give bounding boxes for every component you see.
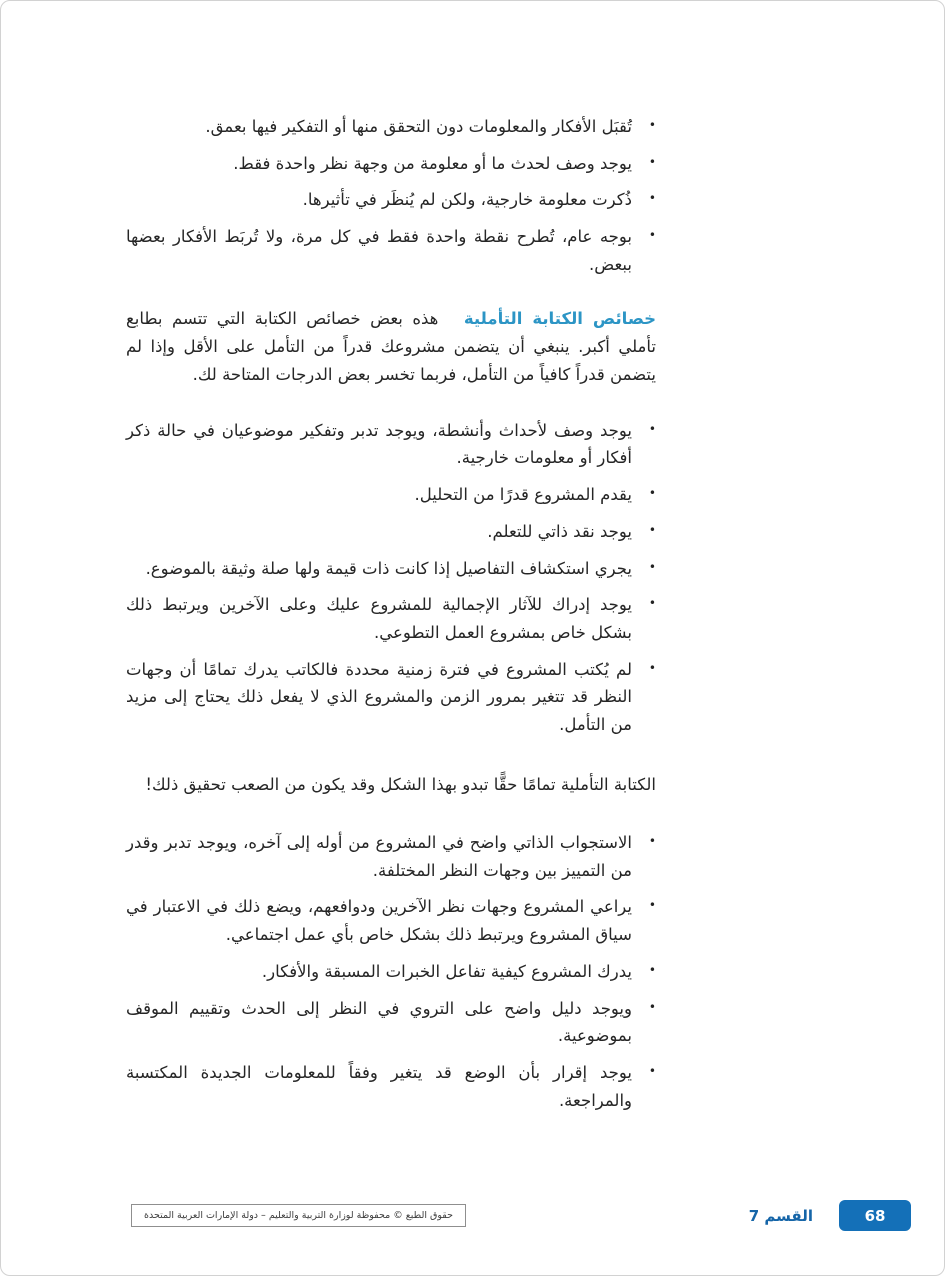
bullet-dot-icon: • (648, 898, 656, 913)
transition-paragraph: الكتابة التأملية تمامًا حقًّا تبدو بهذا الشكل وقد يكون من الصعب تحقيق ذلك! (145, 774, 656, 794)
bullet-text: يراعي المشروع وجهات نظر الآخرين ودوافعهم، ويضع ذلك في الاعتبار في سياق المشروع ويرتبط ذلك بشكل خاص بأي عمل اجتماعي. (126, 897, 632, 945)
footer-right-group (749, 1200, 911, 1231)
list-item (126, 958, 656, 986)
bullet-dot-icon: • (648, 660, 656, 675)
bullet-text: يجري استكشاف التفاصيل إذا كانت ذات قيمة ولها صلة وثيقة بالموضوع. (145, 558, 632, 578)
bullet-text: يدرك المشروع كيفية تفاعل الخبرات المسبقة والأفكار. (261, 961, 632, 981)
bullet-dot-icon: • (648, 154, 656, 169)
list-item (126, 223, 656, 278)
bullet-dot-icon: • (648, 962, 656, 977)
page-footer (131, 1200, 911, 1231)
bullet-list-fully-reflective-traits (126, 829, 656, 1114)
bullet-dot-icon: • (648, 833, 656, 848)
list-item (126, 829, 656, 884)
list-item (126, 518, 656, 546)
list-item (126, 481, 656, 509)
bullet-dot-icon: • (648, 421, 656, 436)
list-item (126, 150, 656, 178)
bullet-list-unreflective-traits (126, 113, 656, 279)
bullet-dot-icon: • (648, 522, 656, 537)
bullet-dot-icon: • (648, 999, 656, 1014)
bullet-dot-icon: • (648, 118, 656, 132)
bullet-text: يوجد إقرار بأن الوضع قد يتغير وفقاً للمعلومات الجديدة المكتسبة والمراجعة. (126, 1063, 632, 1110)
bullet-dot-icon: • (648, 191, 656, 206)
list-item (126, 1059, 656, 1114)
list-item (126, 555, 656, 583)
list-item (126, 893, 656, 948)
bullet-text: لم يُكتب المشروع في فترة زمنية محددة فالكاتب يدرك تمامًا أن وجهات النظر قد تتغير بمرور الزمن والمشروع الذي لا يفعل ذلك يحتاج إلى مزيد من التأمل. (126, 659, 632, 735)
copyright-box (131, 1204, 466, 1227)
section-label: القسم 7 (748, 1206, 813, 1225)
bullet-text: يوجد وصف لحدث ما أو معلومة من وجهة نظر واحدة فقط. (233, 153, 632, 173)
page-content (126, 113, 656, 1140)
bullet-text: الاستجواب الذاتي واضح في المشروع من أوله إلى آخره، ويوجد تدبر وقدر من التمييز بين وجهات النظر المختلفة. (126, 832, 632, 880)
list-item (126, 113, 656, 141)
bullet-text: تُقبَل الأفكار والمعلومات دون التحقق منها أو التفكير فيها بعمق. (205, 117, 632, 136)
bullet-dot-icon: • (648, 228, 656, 243)
list-item (126, 417, 656, 472)
bullet-dot-icon: • (648, 486, 656, 501)
section-intro-text: هذه بعض خصائص الكتابة التي تتسم بطابع تأملي أكبر. ينبغي أن يتضمن مشروعك قدراً من التأمل على الأقل وإذا لم يتضمن قدراً كافياً من التأمل، فربما تخسر بعض الدرجات المتاحة لك. (126, 308, 656, 384)
bullet-text: يوجد إدراك للآثار الإجمالية للمشروع عليك وعلى الآخرين ويرتبط ذلك بشكل خاص بمشروع العمل التطوعي. (126, 595, 632, 643)
section-intro-paragraph (126, 305, 656, 389)
bullet-dot-icon: • (648, 559, 656, 574)
copyright-text: حقوق الطبع © محفوظة لوزارة التربية والتعليم – دولة الإمارات العربية المتحدة (144, 1210, 453, 1221)
bullet-list-reflective-traits (126, 417, 656, 739)
bullet-text: ويوجد دليل واضح على التروي في النظر إلى الحدث وتقييم الموقف بموضوعية. (126, 998, 632, 1046)
bullet-text: بوجه عام، تُطرح نقطة واحدة فقط في كل مرة، ولا تُربَط الأفكار بعضها ببعض. (126, 227, 632, 274)
bullet-text: يوجد وصف لأحداث وأنشطة، ويوجد تدبر وتفكير موضوعيان في حالة ذكر أفكار أو معلومات خارجية. (126, 420, 632, 468)
bullet-text: ذُكرت معلومة خارجية، ولكن لم يُنظَر في تأثيرها. (302, 190, 632, 210)
list-item (126, 186, 656, 214)
list-item (126, 995, 656, 1050)
page-number-badge: 68 (839, 1200, 911, 1231)
list-item (126, 656, 656, 739)
list-item (126, 591, 656, 646)
bullet-text: يقدم المشروع قدرًا من التحليل. (414, 485, 632, 505)
bullet-text: يوجد نقد ذاتي للتعلم. (487, 521, 632, 541)
bullet-dot-icon: • (648, 596, 656, 611)
section-heading: خصائص الكتابة التأملية (463, 308, 656, 328)
bullet-dot-icon: • (648, 1064, 656, 1078)
